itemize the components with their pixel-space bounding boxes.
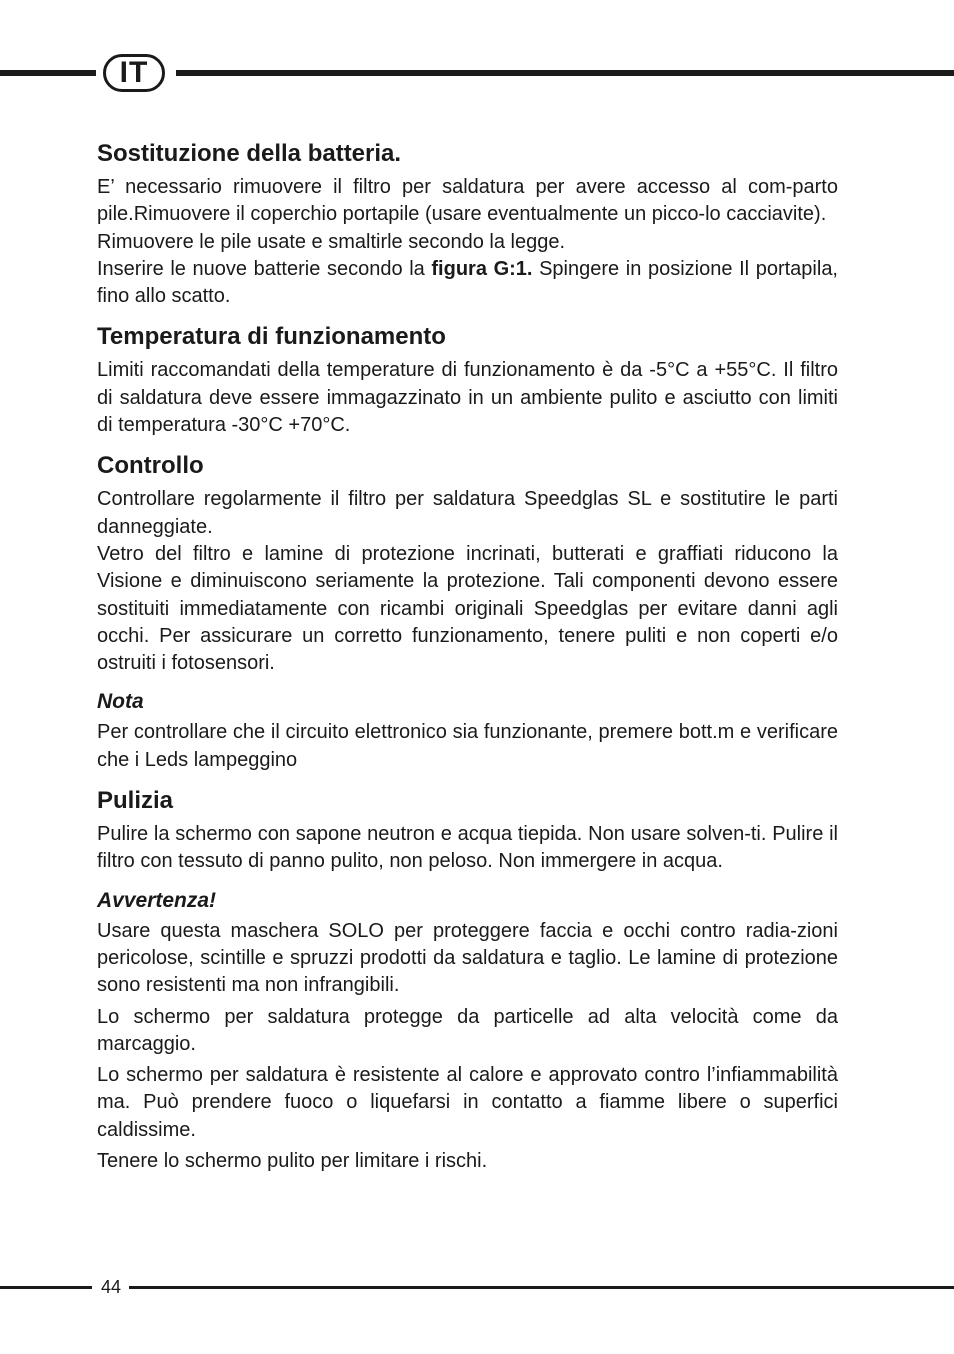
header-rule-right	[176, 70, 954, 76]
section-title: Pulizia	[97, 787, 174, 815]
page-number: 44	[101, 1277, 122, 1297]
section-cleaning	[97, 786, 838, 876]
paragraph: Limiti raccomandati della temperature di funzionamento è da -5°C a +55°C. Il filtro di saldatura deve essere immagazzinato in un ambiente pulito e asciutto con limiti di temperatura -30°C +70°C.	[97, 359, 838, 437]
footer-rule-right	[129, 1286, 954, 1289]
section-note	[97, 689, 838, 774]
page-content	[97, 139, 838, 1187]
paragraph: E’ necessario rimuovere il filtro per saldatura per avere accesso al com-parto pile.Rimuovere il coperchio portapile (usare eventualmente un picco-lo cacciavite).	[97, 176, 838, 226]
section-warning	[97, 888, 838, 1176]
section-title: Sostituzione della batteria.	[97, 140, 402, 167]
paragraph: Rimuovere le pile usate e smaltirle secondo la legge.	[97, 230, 566, 253]
header-rule-left	[0, 70, 96, 76]
paragraph: Vetro del filtro e lamine di protezione incrinati, butterati e graffiati riducono la Visione e diminuiscono seriamente la protezione. Tali componenti devono essere sostituiti immediatamente con ricambi originali Speedglas per evitare danni agli occhi. Per assicurare un corretto funzionamento, tenere puliti e non coperti e/o ostruiti i fotosensori.	[97, 542, 838, 675]
section-inspection	[97, 451, 838, 677]
subsection-title: Avvertenza!	[97, 888, 217, 912]
section-title: Controllo	[97, 452, 204, 480]
section-battery-replacement	[97, 139, 838, 310]
subsection-title: Nota	[97, 690, 144, 714]
paragraph: Usare questa maschera SOLO per proteggere faccia e occhi contro radia-zioni pericolose, scintille e spruzzi prodotti da saldatura e taglio. Le lamine di protezione sono resistenti ma non infrangibili.	[97, 919, 838, 997]
figure-reference: figura G:1.	[431, 257, 533, 280]
section-title: Temperatura di funzionamento	[97, 323, 446, 351]
paragraph: Pulire la schermo con sapone neutron e acqua tiepida. Non usare solven-ti. Pulire il filtro con tessuto di panno pulito, non peloso. Non immergere in acqua.	[97, 823, 838, 873]
language-badge: IT	[103, 54, 165, 92]
paragraph	[97, 256, 838, 311]
paragraph: Lo schermo per saldatura protegge da particelle ad alta velocità come da marcaggio.	[97, 1005, 838, 1055]
paragraph: Lo schermo per saldatura è resistente al calore e approvato contro l’infiammabilità ma. Può prendere fuoco o liquefarsi in contatto a fiamme libere o superfici caldissime.	[97, 1064, 838, 1141]
paragraph: Tenere lo schermo pulito per limitare i rischi.	[97, 1150, 488, 1173]
section-operating-temperature	[97, 322, 838, 439]
paragraph: Controllare regolarmente il filtro per saldatura Speedglas SL e sostitutire le parti danneggiate.	[97, 488, 838, 538]
text-run: Spingere in posizione Il portapila, fino allo scatto.	[97, 257, 838, 308]
paragraph: Per controllare che il circuito elettronico sia funzionante, premere bott.m e verificare che i Leds lampeggino	[97, 721, 838, 771]
text-run: Inserire le nuove batterie secondo la	[97, 257, 432, 280]
footer-rule-left	[0, 1286, 92, 1289]
